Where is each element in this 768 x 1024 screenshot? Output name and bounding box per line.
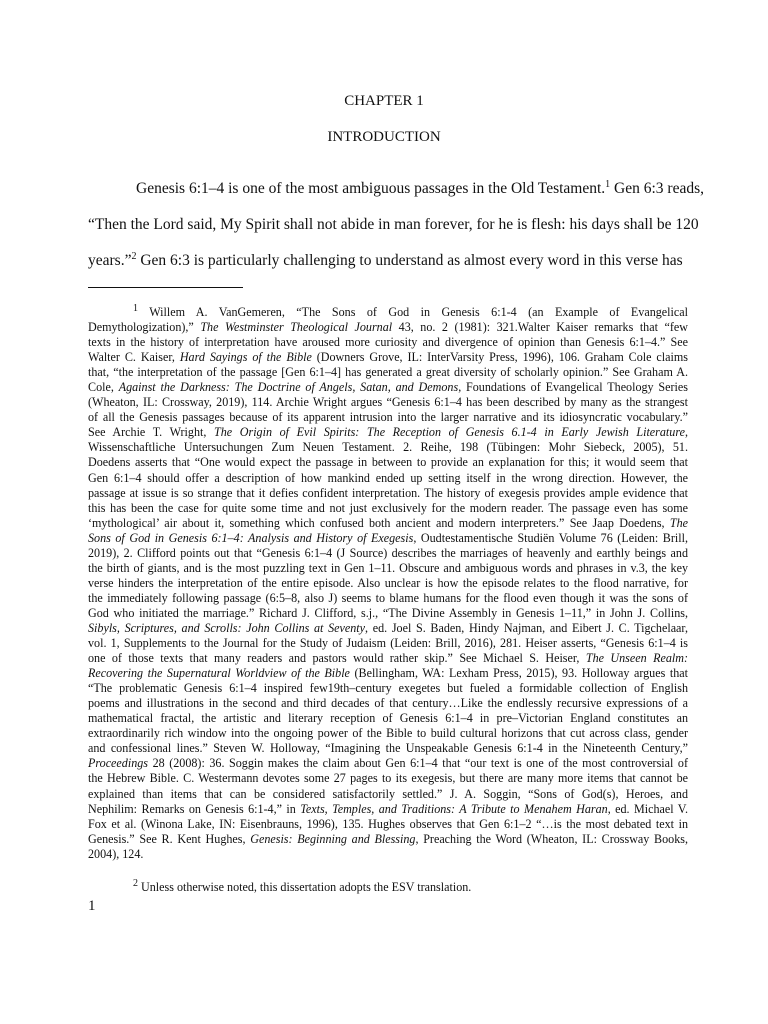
body-line-1: Genesis 6:1–4 is one of the most ambiguous passages in the Old Testament.$^1$ Gen 6:3 reads, xyxy=(136,178,705,197)
footnote-1-line: 2019), 2. Clifford points out that “Genesis 6:1–4 (J Source) describes the marriages of heavenly and earthly beings and xyxy=(88,545,688,560)
footnote-1-line: Gen 6:1–4 should offer a description of how mankind ended up setting itself in the wrong direction. However, the xyxy=(88,470,688,485)
footnote-ref-2[interactable]: 2 xyxy=(131,250,137,262)
footnote-1-line: verse hinders the interpretation of the entire episode. Also unclear is how the episode relates to the flood narrative, for xyxy=(88,575,688,590)
footnote-1-line: Nephilim: Remarks on Genesis 6:1-4,” in Texts, Temples, and Traditions: A Tribute to Menahem Haran, ed. Michael V. xyxy=(88,801,688,816)
footnote-1-line: “The problematic Genesis 6:1–4 inspired few19th–century exegetes but fueled a formidable collection of English xyxy=(88,681,688,696)
footnote-1-line: Cole, Against the Darkness: The Doctrine of Angels, Satan, and Demons, Foundations of Evangelical Theology Series xyxy=(88,380,688,395)
footnote-1-line: Genesis.” See R. Kent Hughes, Genesis: Beginning and Blessing, Preaching the Word (Wheaton, IL: Crossway Books, xyxy=(88,831,688,846)
section-title: INTRODUCTION xyxy=(327,129,441,145)
footnote-1-line: passage at issue is so strange that it defies confident interpretation. The history of exegesis provides ample evidence that xyxy=(88,485,688,500)
footnote-1-line: the birth of giants, and is the most puzzling text in Gen 1–11. Obscure and ambiguous words and phrases in v.3, the key xyxy=(88,560,688,575)
footnote-1-line: explained than items that can be considered satisfactorily settled.” J. A. Soggin, “Sons of God(s), Heroes, and xyxy=(88,786,688,801)
footnote-1-line: Demythologization),” The Westminster Theological Journal 43, no. 2 (1981): 321.Walter Kaiser remarks that “few xyxy=(88,320,688,335)
footnote-1-line: extraordinarily rich window into the ongoing power of the Bible to build cultural horizons that cut across class, gender xyxy=(88,726,688,741)
footnote-1-line: Sibyls, Scriptures, and Scrolls: John Collins at Seventy, ed. Joel S. Baden, Hindy Najman, and Eibert J. C. Tigchelaar, xyxy=(88,620,688,635)
footnote-1-line: Fox et al. (Winona Lake, IN: Eisenbrauns, 1996), 135. Hughes observes that Gen 6:1–2 “…is the most debated text in xyxy=(88,816,688,831)
footnote-1-line: texts in the history of interpretation have aroused more curiosity and divergence of opinion than Genesis 6:1–4.” See xyxy=(88,335,688,350)
footnote-1-line: See Archie T. Wright, The Origin of Evil Spirits: The Reception of Genesis 6.1-4 in Early Jewish Literature, xyxy=(88,425,688,440)
footnote-2: $^2$ Unless otherwise noted, this dissertation adopts the ESV translation. xyxy=(133,877,472,894)
footnote-1-line: one of those texts that many readers and pastors would rather skip.” See Michael S. Heiser, The Unseen Realm: xyxy=(88,651,688,666)
footnote-1-line: the Hebrew Bible. C. Westermann devotes some 27 pages to its exegesis, but there are many more items that cannot be xyxy=(88,771,688,786)
footnote-1-line: mathematical fractal, the artistic and literary reception of Genesis 6:1–4 in pre–Victorian England constitutes an xyxy=(88,711,688,726)
footnote-1-line: the immediately following passage (6:5–8, also J) seems to blame humans for the flood even though it was the sons of xyxy=(88,590,688,605)
footnote-1-line: this has been the case for quite some time and not just exclusively for the modern reader. The passage even has some xyxy=(88,500,688,515)
footnote-1-line: Wissenschaftliche Untersuchungen Zum Neuen Testament. 2. Reihe, 198 (Tübingen: Mohr Siebeck, 2005), 51. xyxy=(88,440,688,455)
footnote-mark-2: 2 xyxy=(133,877,138,889)
footnote-1-line: poems and illustrations in the second and third decades of that century…Like the endlessly recursive expressions of a xyxy=(88,696,688,711)
footnote-1-line: ‘mythological’ air about it, something which confused both ancient and modern interpreters.” See Jaap Doedens, The xyxy=(88,515,688,530)
body-line-2: “Then the Lord said, My Spirit shall not abide in man forever, for he is flesh: his days shall be 120 xyxy=(88,216,699,233)
footnote-1-line: 2004), 124. xyxy=(88,846,144,861)
footnote-mark-1: 1 xyxy=(133,302,138,314)
chapter-heading: CHAPTER 1 xyxy=(344,93,424,109)
page-number: 1 xyxy=(88,898,96,914)
footnote-1-line: of all the Genesis passages because of its apparent intrusion into the larger narrative and its idiosyncratic vocabulary.” xyxy=(88,410,688,425)
footnote-1-line: Recovering the Supernatural Worldview of the Bible (Bellingham, WA: Lexham Press, 2015), 93. Holloway argues that xyxy=(88,666,688,681)
footnote-1-line: vol. 1, Supplements to the Journal for the Study of Judaism (Leiden: Brill, 2016), 281. Heiser asserts, “Genesis 6:1–4 is xyxy=(88,636,688,651)
body-line-3: years.”$^2$ Gen 6:3 is particularly challenging to understand as almost every word in this verse has xyxy=(88,250,683,269)
footnote-ref-1[interactable]: 1 xyxy=(605,178,611,190)
footnote-1-line: (Wheaton, IL: Crossway, 2019), 114. Archie Wright argues “Genesis 6:1–4 has been described by many as the strangest xyxy=(88,395,688,410)
footnote-1-line: God who initiated the marriage.” Richard J. Clifford, s.j., “The Divine Assembly in Genesis 1–11,” in John J. Collins, xyxy=(88,605,688,620)
footnote-1-line: that, “the interpretation of the passage [Gen 6:1–4] has generated a great diversity of scholarly opinion.” See Graham A. xyxy=(88,365,688,380)
footnote-1-line: Walter C. Kaiser, Hard Sayings of the Bible (Downers Grove, IL: InterVarsity Press, 1996), 106. Graham Cole claims xyxy=(88,350,688,365)
footnote-1-line: Sons of God in Genesis 6:1–4: Analysis and History of Exegesis, Oudtestamentische Studiën Volume 76 (Leiden: Brill, xyxy=(88,530,689,545)
footnote-separator xyxy=(88,287,243,288)
footnote-1 xyxy=(88,302,689,862)
footnote-1-line: $^1$ Willem A. VanGemeren, “The Sons of God in Genesis 6:1-4 (an Example of Evangelical xyxy=(133,302,688,319)
footnote-1-line: Doedens asserts that “One would expect the passage in between to provide an explanation for this; it would seem that xyxy=(88,455,688,470)
footnote-1-line: and confessional lines.” Steven W. Holloway, “Imagining the Unspeakable Genesis 6:1-4 in the Nineteenth Century,” xyxy=(88,741,688,756)
footnote-1-line: Proceedings 28 (2008): 36. Soggin makes the claim about Gen 6:1–4 that “our text is one of the most controversial of xyxy=(88,756,688,771)
